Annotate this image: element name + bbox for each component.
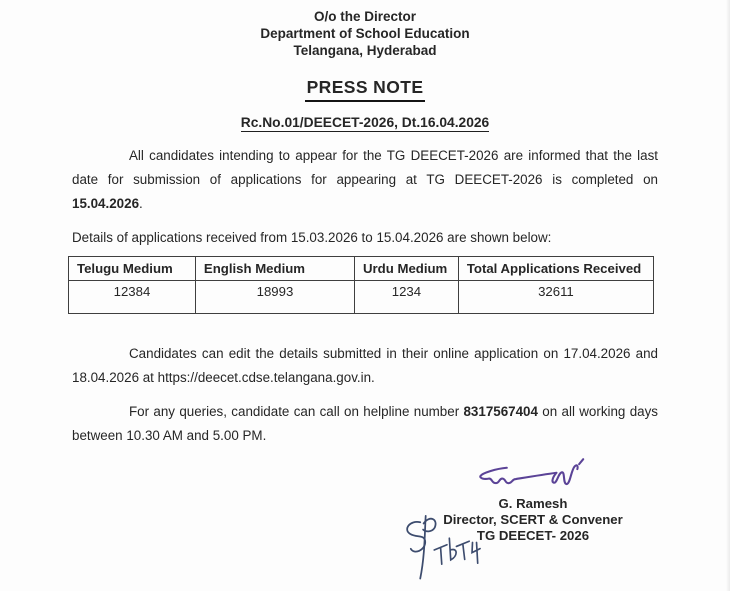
- signature-scribble-icon: [468, 456, 598, 494]
- header-total-applications: Total Applications Received: [458, 257, 653, 281]
- department-line: Department of School Education: [260, 26, 470, 41]
- initials-scribble-icon: [403, 510, 481, 580]
- document-header: [72, 8, 658, 59]
- applications-table-header-row: [69, 257, 654, 281]
- helpline-number: 8317567404: [463, 404, 538, 419]
- reference-row: [72, 114, 658, 132]
- paragraph-helpline: [72, 400, 658, 448]
- applications-table: [68, 256, 654, 314]
- paragraph-last-date: [72, 144, 658, 216]
- applications-table-value-row: [69, 281, 654, 314]
- header-urdu-medium: Urdu Medium: [355, 257, 459, 281]
- paragraph-details-intro: Details of applications received from 15.03.2026 to 15.04.2026 are shown below:: [72, 230, 552, 245]
- office-line: O/o the Director: [313, 9, 416, 24]
- paragraph-edit-window: Candidates can edit the details submitted in their online application on 17.04.2026 and 18.04.2026 at https://deecet.cdse.telangana.gov.in.: [72, 346, 658, 385]
- header-english-medium: English Medium: [195, 257, 354, 281]
- reference-number: Rc.No.01/DEECET-2026, Dt.16.04.2026: [240, 115, 490, 130]
- location-line: Telangana, Hyderabad: [293, 43, 437, 58]
- paragraph-helpline-text: For any queries, candidate can call on helpline number: [129, 404, 464, 419]
- signatory-name: G. Ramesh: [498, 496, 568, 511]
- signature-block: [408, 456, 658, 544]
- value-urdu-medium: 1234: [355, 281, 459, 314]
- signatory-title: Director, SCERT & Convener: [443, 512, 623, 527]
- press-note-title: PRESS NOTE: [305, 77, 426, 102]
- value-english-medium: 18993: [195, 281, 354, 314]
- signatory-organization: TG DEECET- 2026: [476, 528, 590, 543]
- header-telugu-medium: Telugu Medium: [69, 257, 196, 281]
- paragraph-last-date-text: All candidates intending to appear for the TG DEECET-2026 are informed that the last date for submission of applications for appearing at TG DEECET-2026 is completed on: [72, 148, 658, 187]
- title-row: [72, 77, 658, 102]
- value-telugu-medium: 12384: [69, 281, 196, 314]
- last-date-value: 15.04.2026: [72, 196, 140, 211]
- value-total-applications: 32611: [458, 281, 653, 314]
- paragraph-helpline-tail: on all working days between 10.30 AM and 5.00 PM.: [72, 404, 658, 443]
- paragraph-last-date-period: .: [139, 196, 143, 211]
